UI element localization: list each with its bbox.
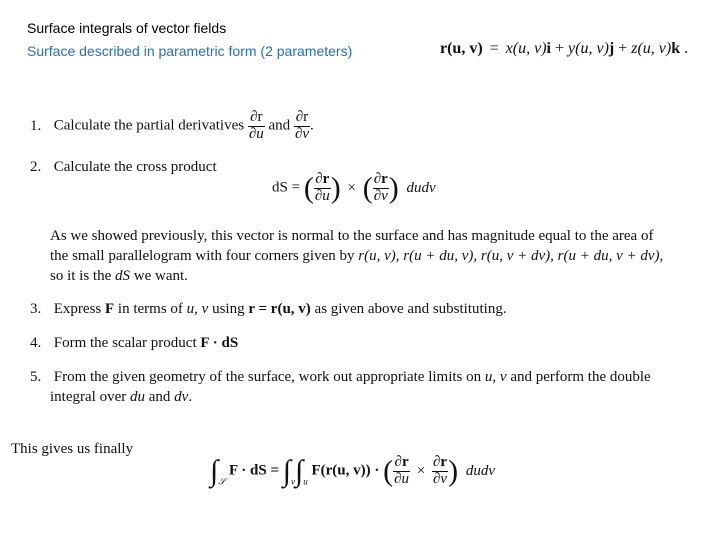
step-5-number: 5. bbox=[30, 369, 42, 385]
right-paren: ) bbox=[388, 171, 399, 205]
left-paren: ( bbox=[362, 171, 373, 205]
step-5-line-2-a: integral over bbox=[50, 389, 127, 405]
final-dudv: dudv bbox=[465, 462, 496, 479]
step-3-text-a: Express bbox=[53, 301, 102, 317]
step-4 bbox=[30, 333, 238, 353]
step-2 bbox=[30, 157, 217, 177]
frac-den: ∂v bbox=[294, 125, 310, 142]
paragraph-line-3-b: we want. bbox=[133, 268, 188, 284]
final-formula bbox=[210, 455, 495, 488]
step-3 bbox=[30, 299, 507, 319]
step-4-number: 4. bbox=[30, 335, 42, 351]
step-5 bbox=[30, 367, 651, 407]
step-3-number: 3. bbox=[30, 301, 42, 317]
paragraph-line-1: As we showed previously, this vector is normal to the surface and has magnitude equal to the area of bbox=[50, 228, 654, 244]
step-1-end: . bbox=[310, 117, 314, 134]
step-5-line-1 bbox=[30, 367, 651, 387]
eq-plus-1: + bbox=[555, 40, 565, 57]
step-3-r: r = r(u, v) bbox=[248, 301, 311, 317]
parametric-equation bbox=[440, 40, 688, 58]
ds-dudv: dudv bbox=[406, 179, 436, 196]
eq-plus-2: + bbox=[618, 40, 628, 57]
frac-den: ∂u bbox=[314, 187, 330, 204]
frac-den: ∂v bbox=[373, 187, 388, 204]
step-5-and: and bbox=[148, 389, 171, 405]
step-5-du: du bbox=[129, 389, 145, 405]
final-intro: This gives us finally bbox=[11, 441, 134, 457]
frac-num: ∂r bbox=[315, 171, 330, 187]
integral-sub-v: v bbox=[291, 476, 295, 487]
paragraph-line-2-text: the small parallelogram with four corners given by bbox=[50, 248, 355, 264]
step-5-text-a: From the given geometry of the surface, work out appropriate limits on bbox=[53, 369, 482, 385]
step-3-text-c: using bbox=[212, 301, 245, 317]
step-1-and: and bbox=[268, 117, 291, 134]
corner-4: r(u + du, v + dv), bbox=[557, 248, 664, 264]
eq-x-term: x(u, v) bbox=[505, 40, 547, 57]
eq-y-term: y(u, v) bbox=[568, 40, 609, 57]
eq-lhs: r(u, v) bbox=[440, 40, 483, 57]
ds-lhs: dS = bbox=[272, 179, 301, 196]
step-1-number: 1. bbox=[30, 117, 42, 134]
step-3-uv: u, v bbox=[186, 301, 209, 317]
frac-den: ∂u bbox=[394, 470, 410, 487]
frac-num: ∂r bbox=[373, 171, 388, 187]
corner-1: r(u, v), bbox=[358, 248, 400, 264]
left-paren: ( bbox=[383, 454, 394, 488]
paragraph-line-2 bbox=[50, 246, 663, 266]
step-4-text: Form the scalar product bbox=[53, 335, 197, 351]
step-5-uv: u, v bbox=[484, 369, 507, 385]
integral-sub-surface: 𝒮 bbox=[218, 476, 226, 487]
corner-2: r(u + du, v), bbox=[403, 248, 478, 264]
eq-i: i bbox=[546, 40, 551, 57]
ds-dr-du bbox=[314, 172, 331, 205]
step-1-text: Calculate the partial derivatives bbox=[53, 117, 245, 134]
step-2-number: 2. bbox=[30, 159, 42, 175]
eq-equals: = bbox=[489, 40, 499, 57]
integral-sign: ∫ bbox=[282, 454, 291, 488]
step-5-dv: dv bbox=[174, 389, 189, 405]
right-paren: ) bbox=[330, 171, 341, 205]
frac-num: ∂r bbox=[394, 454, 409, 470]
step-1 bbox=[30, 110, 314, 143]
step-5-line-2 bbox=[30, 387, 651, 407]
step-1-dr-du bbox=[248, 110, 265, 143]
step-4-expr: F · dS bbox=[200, 335, 239, 351]
frac-num: ∂r bbox=[433, 454, 448, 470]
frac-den: ∂u bbox=[248, 125, 264, 142]
eq-z-term: z(u, v) bbox=[631, 40, 672, 57]
final-dr-dv bbox=[432, 455, 448, 488]
final-rhs-F: F(r(u, v)) · bbox=[311, 462, 380, 479]
step-2-text: Calculate the cross product bbox=[53, 159, 217, 175]
slide-title: Surface integrals of vector fields bbox=[27, 20, 227, 36]
paragraph-line-3 bbox=[50, 266, 663, 286]
frac-num: ∂r bbox=[248, 110, 265, 127]
cross-times: × bbox=[347, 179, 356, 196]
step-3-text-b: in terms of bbox=[117, 301, 183, 317]
paragraph-dS: dS bbox=[115, 268, 131, 284]
step-3-text-d: as given above and substituting. bbox=[314, 301, 507, 317]
slide-subtitle: Surface described in parametric form (2 parameters) bbox=[27, 43, 353, 59]
frac-den: ∂v bbox=[433, 470, 448, 487]
integral-sign: ∫ bbox=[210, 454, 219, 488]
final-dr-du bbox=[393, 455, 410, 488]
ds-dr-dv bbox=[373, 172, 389, 205]
eq-end: . bbox=[684, 40, 689, 57]
step-3-F: F bbox=[105, 301, 115, 317]
step-5-end: . bbox=[188, 389, 193, 405]
cross-times: × bbox=[416, 462, 426, 479]
paragraph bbox=[50, 226, 663, 286]
integral-sign: ∫ bbox=[295, 454, 304, 488]
corner-3: r(u, v + dv), bbox=[480, 248, 554, 264]
step-1-dr-dv bbox=[294, 110, 310, 143]
frac-num: ∂r bbox=[295, 109, 309, 125]
final-lhs-integrand: F · dS = bbox=[228, 462, 280, 479]
left-paren: ( bbox=[303, 171, 314, 205]
eq-k: k bbox=[671, 40, 681, 57]
ds-formula bbox=[272, 172, 436, 205]
integral-sub-u: u bbox=[303, 476, 308, 487]
step-5-text-b: and perform the double bbox=[510, 369, 651, 385]
eq-j: j bbox=[608, 40, 615, 57]
paragraph-line-3-a: so it is the bbox=[50, 268, 112, 284]
right-paren: ) bbox=[448, 454, 459, 488]
